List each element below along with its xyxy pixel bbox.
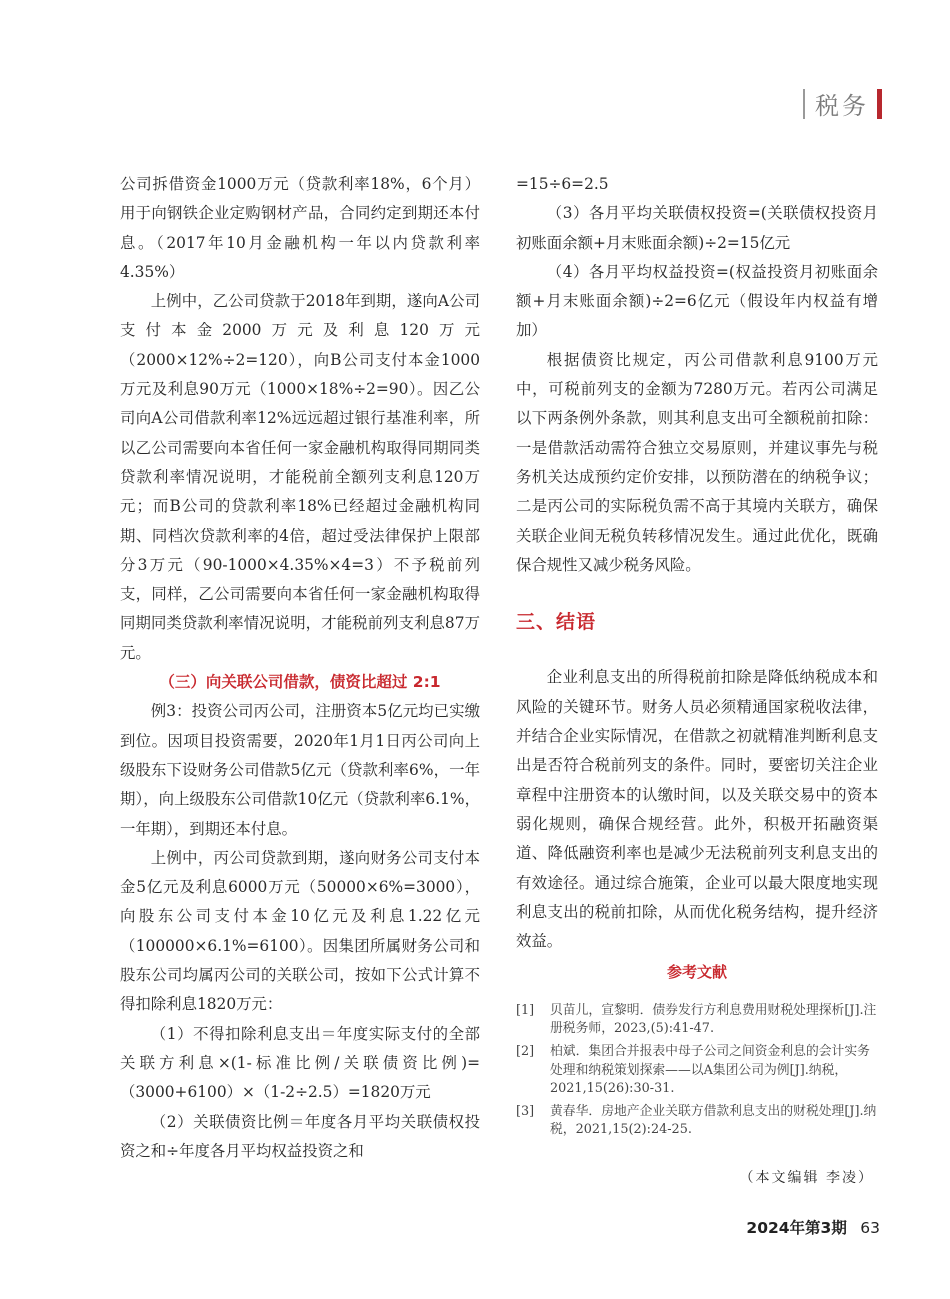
page-footer: [746, 1216, 880, 1238]
left-paragraph-5: （1）不得扣除利息支出＝年度实际支付的全部关联方利息×(1-标准比例/关联债资比例)=（3000+6100）×（1-2÷2.5）=1820万元: [120, 1024, 480, 1102]
page-number: 63: [860, 1219, 880, 1237]
right-paragraph-2: （3）各月平均关联债权投资=(关联债权投资月初账面余额+月末账面余额)÷2=15亿元: [516, 204, 878, 252]
right-paragraph-4: 根据债资比规定，丙公司借款利息9100万元中，可税前列支的金额为7280万元。若丙公司满足以下两条例外条款，则其利息支出可全额税前扣除：一是借款活动需符合独立交易原则，并建议事先与税务机关达成预约定价安排，以预防潜在的纳税争议；二是丙公司的实际税负需不高于其境内关联方，确保关联企业间无税负转移情况发生。通过此优化，既确保合规性又减少税务风险。: [516, 350, 878, 574]
right-column: [516, 170, 878, 1193]
reference-text: 贝苗儿，宣黎明．债券发行方利息费用财税处理探析[J].注册税务师，2023,(5):41-47.: [550, 1002, 877, 1037]
left-paragraph-4: 上例中，丙公司贷款到期，遂向财务公司支付本金5亿元及利息6000万元（50000×6%=3000），向股东公司支付本金10亿元及利息1.22亿元（100000×6.1%=6100）。因集团所属财务公司和股东公司均属丙公司的关联公司，按如下公式计算不得扣除利息1820万元：: [120, 848, 480, 1014]
left-paragraph-1: 公司拆借资金1000万元（贷款利率18%，6个月）用于向钢铁企业定购钢材产品，合同约定到期还本付息。（2017年10月金融机构一年以内贷款利率4.35%）: [120, 175, 480, 281]
reference-item: [516, 1002, 878, 1039]
reference-item: [516, 1103, 878, 1140]
section-header: [803, 86, 882, 121]
conclusion-paragraph: 企业利息支出的所得税前扣除是降低纳税成本和风险的关键环节。财务人员必须精通国家税收法律，并结合企业实际情况，在借款之初就精准判断利息支出是否符合税前列支的条件。同时，要密切关注企业章程中注册资本的认缴时间，以及关联交易中的资本弱化规则，确保合规经营。此外，积极开拓融资渠道、降低融资利率也是减少无法税前列支利息支出的有效途径。通过综合施策，企业可以最大限度地实现利息支出的税前扣除，从而优化税务结构，提升经济效益。: [516, 668, 878, 951]
right-paragraph-1: =15÷6=2.5: [516, 175, 609, 193]
left-paragraph-2: 上例中，乙公司贷款于2018年到期，遂向A公司支付本金2000万元及利息120万元（2000×12%÷2=120），向B公司支付本金1000万元及利息90万元（1000×18%÷2=90）。因乙公司向A公司借款利率12%远远超过银行基准利率，所以乙公司需要向本省任何一家金融机构取得同期同类贷款利率情况说明，才能税前全额列支利息120万元；而B公司的贷款利率18%已经超过金融机构同期、同档次贷款利率的4倍，超过受法律保护上限部分3万元（90-1000×4.35%×4=3）不予税前列支，同样，乙公司需要向本省任何一家金融机构取得同期同类贷款利率情况说明，才能税前列支利息87万元。: [120, 292, 480, 662]
reference-number: [1]: [516, 1002, 535, 1018]
header-accent-bar: [877, 89, 882, 119]
right-paragraph-3: （4）各月平均权益投资=(权益投资月初账面余额+月末账面余额)÷2=6亿元（假设年内权益有增加）: [516, 262, 878, 340]
references-title: 参考文献: [666, 963, 727, 982]
subsection-heading: （三）向关联公司借款，债资比超过 2:1: [159, 673, 441, 692]
issue-label: 2024年第3期: [746, 1219, 847, 1237]
header-divider: [803, 89, 805, 119]
reference-item: [516, 1043, 878, 1099]
editor-note: （本文编辑 李凌）: [739, 1169, 874, 1186]
left-paragraph-6: （2）关联债资比例＝年度各月平均关联债权投资之和÷年度各月平均权益投资之和: [120, 1112, 480, 1160]
reference-number: [2]: [516, 1043, 535, 1059]
left-paragraph-3: 例3：投资公司丙公司，注册资本5亿元均已实缴到位。因项目投资需要，2020年1月1日丙公司向上级股东下设财务公司借款5亿元（贷款利率6%，一年期），向上级股东公司借款10亿元（贷款利率6.1%，一年期），到期还本付息。: [120, 702, 480, 838]
reference-text: 黄春华．房地产企业关联方借款利息支出的财税处理[J].纳税，2021,15(2):24-25.: [550, 1103, 877, 1138]
reference-text: 柏斌．集团合并报表中母子公司之间资金利息的会计实务处理和纳税策划探索——以A集团公司为例[J].纳税，2021,15(26):30-31.: [550, 1043, 870, 1097]
references-list: [516, 1002, 878, 1140]
section-title: 三、结语: [516, 611, 597, 634]
section-label: 税务: [815, 92, 869, 120]
reference-number: [3]: [516, 1103, 535, 1119]
left-column: [120, 170, 480, 1166]
